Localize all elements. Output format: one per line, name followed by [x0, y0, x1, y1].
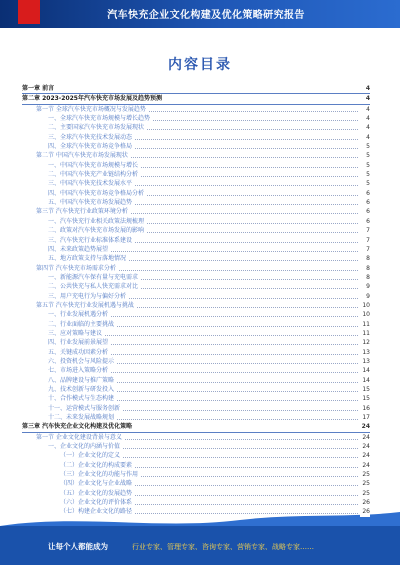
toc-entry-row[interactable] — [22, 320, 370, 329]
toc-entry-row[interactable] — [22, 245, 370, 254]
toc-entry-row[interactable] — [22, 489, 370, 498]
toc-page-number: 7 — [366, 245, 370, 253]
toc-page-number: 5 — [366, 180, 370, 188]
toc-page-number: 16 — [362, 404, 370, 412]
toc-entry-row[interactable] — [22, 394, 370, 403]
toc-entry-text: 一、新能源汽车保有量与充电需求 — [22, 274, 140, 281]
toc-entry-text: 二、中国汽车快充产业链结构分析 — [22, 171, 140, 178]
toc-entry-row[interactable] — [22, 105, 370, 114]
toc-entry-text: 四、全球汽车快充市场竞争格局 — [22, 143, 134, 150]
toc-entry-text: 十一、运营模式与服务创新 — [22, 405, 122, 412]
toc-entry-row[interactable] — [22, 366, 370, 375]
toc-page-number: 24 — [362, 452, 370, 460]
toc-entry-text: 二、政策对汽车快充市场发展的影响 — [22, 227, 146, 234]
toc-page-number: 24 — [362, 461, 370, 469]
toc-page-number: 5 — [366, 171, 370, 179]
toc-entry-text: 一、行业发展机遇分析 — [22, 311, 110, 318]
toc-page-number: 10 — [362, 311, 370, 319]
toc-entry-text: 第一节 企业文化建设背景与意义 — [22, 434, 124, 441]
toc-entry-text: 第一章 前言 — [22, 85, 55, 92]
toc-entry-text: 五、关键成功因素分析 — [22, 349, 110, 356]
toc-entry-row[interactable] — [22, 273, 370, 282]
toc-entry-text: 四、行业发展前景展望 — [22, 339, 110, 346]
toc-entry-text: （五）企业文化的发展趋势 — [22, 490, 134, 497]
toc-entry-text: （一）企业文化的定义 — [22, 452, 122, 459]
toc-entry-text: 二、主要国家汽车快充市场发展现状 — [22, 124, 146, 131]
table-of-contents — [22, 84, 370, 517]
toc-entry-text: 五、中国汽车快充市场发展趋势 — [22, 199, 134, 206]
toc-chapter-row[interactable] — [22, 422, 370, 432]
toc-page-number: 7 — [366, 227, 370, 235]
toc-entry-row[interactable] — [22, 461, 370, 470]
footer-expert-list: 行业专家、管理专家、咨询专家、营销专家、战略专家…… — [132, 543, 314, 551]
toc-entry-text: 三、应对策略与建议 — [22, 330, 104, 337]
toc-page-number: 9 — [366, 292, 370, 300]
toc-entry-text: 三、汽车快充行业标准体系建设 — [22, 237, 134, 244]
toc-page-number: 26 — [362, 499, 370, 507]
toc-page-number: 6 — [366, 189, 370, 197]
toc-entry-row[interactable] — [22, 282, 370, 291]
toc-entry-text: 第五节 汽车快充行业发展机遇与挑战 — [22, 302, 136, 309]
toc-entry-text: 五、地方政策支持与落地情况 — [22, 255, 128, 262]
toc-entry-row[interactable] — [22, 161, 370, 170]
toc-page-number: 10 — [362, 301, 370, 309]
toc-entry-text: 一、汽车快充行业相关政策法规梳理 — [22, 218, 146, 225]
toc-page-number: 6 — [366, 217, 370, 225]
toc-entry-row[interactable] — [22, 207, 370, 216]
toc-entry-row[interactable] — [22, 198, 370, 207]
toc-entry-text: 三、全球汽车快充技术发展动态 — [22, 134, 134, 141]
toc-entry-text: （六）企业文化的评价体系 — [22, 499, 134, 506]
toc-page-number: 24 — [362, 443, 370, 451]
toc-entry-row[interactable] — [22, 442, 370, 451]
toc-entry-row[interactable] — [22, 338, 370, 347]
toc-entry-text: 第四节 汽车快充市场需求分析 — [22, 265, 118, 272]
toc-entry-row[interactable] — [22, 498, 370, 507]
toc-entry-row[interactable] — [22, 123, 370, 132]
toc-entry-row[interactable] — [22, 357, 370, 366]
toc-page-number: 8 — [366, 264, 370, 272]
toc-entry-row[interactable] — [22, 404, 370, 413]
toc-page-number: 25 — [362, 489, 370, 497]
toc-page-number: 11 — [362, 320, 370, 328]
toc-page-number: 14 — [362, 367, 370, 375]
report-title: 汽车快充企业文化构建及优化策略研究报告 — [107, 10, 305, 21]
toc-entry-text: 十二、未来发展战略规划 — [22, 414, 116, 421]
toc-chapter-row[interactable] — [22, 94, 370, 104]
toc-entry-text: 二、公共快充与私人快充需求对比 — [22, 283, 140, 290]
toc-page-number: 5 — [366, 161, 370, 169]
toc-page-number: 26 — [362, 508, 370, 516]
toc-entry-row[interactable] — [22, 292, 370, 301]
toc-entry-row[interactable] — [22, 254, 370, 263]
toc-entry-row[interactable] — [22, 348, 370, 357]
toc-entry-text: 四、中国汽车快充市场竞争格局分析 — [22, 190, 146, 197]
toc-page-number: 5 — [366, 152, 370, 160]
toc-entry-text: 第二节 中国汽车快充市场发展现状 — [22, 152, 130, 159]
toc-entry-row[interactable] — [22, 264, 370, 273]
toc-page-number: 5 — [366, 143, 370, 151]
toc-entry-text: 九、技术创新与研发投入 — [22, 386, 116, 393]
toc-page-number: 6 — [366, 199, 370, 207]
toc-entry-row[interactable] — [22, 133, 370, 142]
toc-entry-row[interactable] — [22, 189, 370, 198]
toc-entry-row[interactable] — [22, 376, 370, 385]
toc-page-number: 13 — [362, 357, 370, 365]
toc-entry-row[interactable] — [22, 479, 370, 488]
toc-entry-row[interactable] — [22, 451, 370, 460]
toc-title: 内容目录 — [168, 57, 232, 73]
toc-chapter-row[interactable] — [22, 84, 370, 94]
toc-entry-text: （三）企业文化的功能与作用 — [22, 471, 140, 478]
toc-entry-row[interactable] — [22, 217, 370, 226]
toc-entry-text: 三、中国汽车快充技术发展水平 — [22, 180, 134, 187]
toc-page-number: 9 — [366, 283, 370, 291]
toc-page-number: 6 — [366, 208, 370, 216]
toc-page-number: 4 — [366, 105, 370, 113]
toc-page-number: 11 — [362, 329, 370, 337]
toc-entry-text: 一、中国汽车快充市场规模与增长 — [22, 162, 140, 169]
toc-entry-row[interactable] — [22, 433, 370, 442]
toc-entry-row[interactable] — [22, 151, 370, 160]
toc-entry-row[interactable] — [22, 226, 370, 235]
toc-entry-text: 一、企业文化的内涵与价值 — [22, 443, 122, 450]
toc-page-number: 14 — [362, 376, 370, 384]
footer-slogan: 让每个人都能成为 — [48, 542, 108, 551]
toc-entry-text: 十、合作模式与生态构建 — [22, 395, 116, 402]
toc-entry-text: （二）企业文化的构成要素 — [22, 462, 134, 469]
toc-entry-row[interactable] — [22, 329, 370, 338]
toc-entry-row[interactable] — [22, 301, 370, 310]
toc-entry-row[interactable] — [22, 170, 370, 179]
toc-page-number: 12 — [362, 339, 370, 347]
toc-page-number: 8 — [366, 273, 370, 281]
toc-entry-row[interactable] — [22, 114, 370, 123]
toc-entry-row[interactable] — [22, 236, 370, 245]
toc-entry-text: （七）构建企业文化的路径 — [22, 508, 134, 515]
toc-page-number: 4 — [365, 85, 370, 92]
toc-entry-row[interactable] — [22, 470, 370, 479]
toc-entry-text: 二、行业面临的主要挑战 — [22, 321, 116, 328]
toc-page-number: 4 — [366, 133, 370, 141]
toc-entry-text: 一、全球汽车快充市场规模与增长趋势 — [22, 115, 152, 122]
toc-page-number: 8 — [366, 255, 370, 263]
toc-entry-text: 七、市场进入策略分析 — [22, 367, 110, 374]
toc-page-number: 15 — [362, 395, 370, 403]
toc-entry-text: 第三节 汽车快充行业政策环境分析 — [22, 208, 130, 215]
toc-page-number: 15 — [362, 386, 370, 393]
toc-page-number: 25 — [362, 471, 370, 479]
toc-entry-row[interactable] — [22, 385, 370, 394]
toc-entry-text: （四）企业文化与企业战略 — [22, 480, 134, 487]
toc-entry-text: 第一节 全球汽车快充市场概况与发展趋势 — [22, 106, 148, 113]
toc-entry-row[interactable] — [22, 142, 370, 151]
toc-page-number: 25 — [362, 480, 370, 488]
toc-page-number: 4 — [366, 124, 370, 132]
toc-entry-text: 四、未来政策趋势展望 — [22, 246, 110, 253]
toc-entry-row[interactable] — [22, 310, 370, 319]
toc-page-number: 4 — [366, 115, 370, 123]
toc-page-number: 24 — [362, 433, 370, 441]
toc-page-number: 4 — [365, 95, 370, 103]
header-red-tab — [18, 0, 40, 24]
toc-page-number: 17 — [362, 414, 370, 422]
toc-entry-text: 第二章 2023-2025年汽车快充市场发展及趋势预测 — [22, 95, 162, 103]
toc-page-number: 13 — [362, 348, 370, 356]
toc-entry-text: 八、品牌建设与推广策略 — [22, 377, 116, 384]
toc-entry-row[interactable] — [22, 179, 370, 188]
toc-page-number: 24 — [361, 423, 370, 431]
toc-entry-row[interactable] — [22, 413, 370, 422]
toc-page-number: 7 — [366, 236, 370, 244]
toc-entry-text: 三、用户充电行为与偏好分析 — [22, 293, 128, 300]
toc-entry-text: 第三章 汽车快充企业文化构建及优化策略 — [22, 423, 133, 431]
toc-entry-text: 六、投资机会与风险提示 — [22, 358, 116, 365]
